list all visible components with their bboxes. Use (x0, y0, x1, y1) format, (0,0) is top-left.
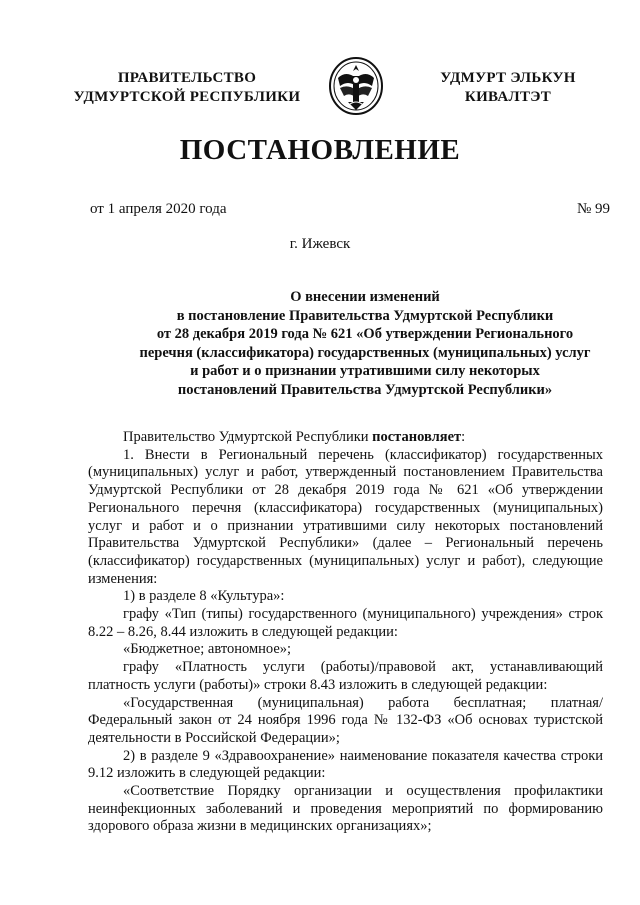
document-body (88, 429, 603, 836)
intro-paragraph (88, 429, 603, 447)
intro-bold-verb: постановляет (372, 429, 462, 445)
issuer-line: КИВАЛТЭТ (464, 89, 552, 105)
issuer-line: УДМУРТ ЭЛЬКУН (440, 70, 576, 86)
document-date: от 1 апреля 2020 года (90, 201, 227, 217)
issuer-line: ПРАВИТЕЛЬСТВО (117, 70, 257, 86)
document-city: г. Ижевск (289, 236, 351, 252)
body-paragraph: «Бюджетное; автономное»; (123, 641, 292, 658)
intro-end: : (461, 429, 466, 445)
issuer-line: УДМУРТСКОЙ РЕСПУБЛИКИ (73, 89, 301, 105)
title-line: О внесении изменений (290, 289, 440, 305)
body-paragraph: графу «Платность услуги (работы)/правовой акт, устанавливающий платность услуги (работы)» строки 8.43 изложить в следующей редакции: (88, 659, 603, 693)
body-paragraph: графу «Тип (типы) государственного (муниципального) учреждения» строк 8.22 – 8.26, 8.44 изложить в следующей редакции: (88, 606, 603, 640)
document-number: № 99 (576, 201, 610, 217)
issuer-name-udmurt (408, 69, 608, 107)
title-line: от 28 декабря 2019 года № 621 «Об утверждении Регионального (156, 326, 574, 342)
title-line: и работ и о признании утратившими силу некоторых (190, 363, 540, 379)
title-line: перечня (классификатора) государственных (муниципальных) услуг (139, 344, 591, 361)
body-paragraph: 2) в разделе 9 «Здравоохранение» наименование показателя качества строки 9.12 изложить в следующей редакции: (88, 747, 603, 782)
body-paragraph: 1. Внести в Региональный перечень (классификатор) государственных (муниципальных) услуг и работ, утвержденный постановлением Правительства Удмуртской Республики от 28 декабря 2019 года № 621 «Об утверждении Регионального перечня (классификатора) государственных (муниципальных) услуг и работ и о признании утратившими силу некоторых постановлений Правительства Удмуртской Республики» (далее – Региональный перечень (классификатор) государственных (муниципальных) услуг и работ), следующие изменения: (88, 446, 603, 587)
title-line: постановлений Правительства Удмуртской Республики» (177, 381, 553, 398)
issuer-name-russian (62, 69, 312, 107)
body-paragraph: 1) в разделе 8 «Культура»: (123, 588, 285, 605)
body-paragraph: «Государственная (муниципальная) работа бесплатная; платная/ Федеральный закон от 24 ноября 1996 года № 132-ФЗ «Об основах туристской деятельности в Российской Федерации»; (88, 694, 603, 746)
body-paragraph: «Соответствие Порядку организации и осуществления профилактики неинфекционных заболеваний и проведения мероприятий по формированию здорового образа жизни в медицинских организациях»; (88, 783, 603, 835)
coat-of-arms-udmurtia-icon (328, 56, 384, 116)
document-title (90, 288, 640, 399)
intro-text: Правительство Удмуртской Республики (123, 429, 373, 445)
title-line: в постановление Правительства Удмуртской Республики (176, 307, 554, 324)
document-type-heading: ПОСТАНОВЛЕНИЕ (179, 134, 461, 166)
